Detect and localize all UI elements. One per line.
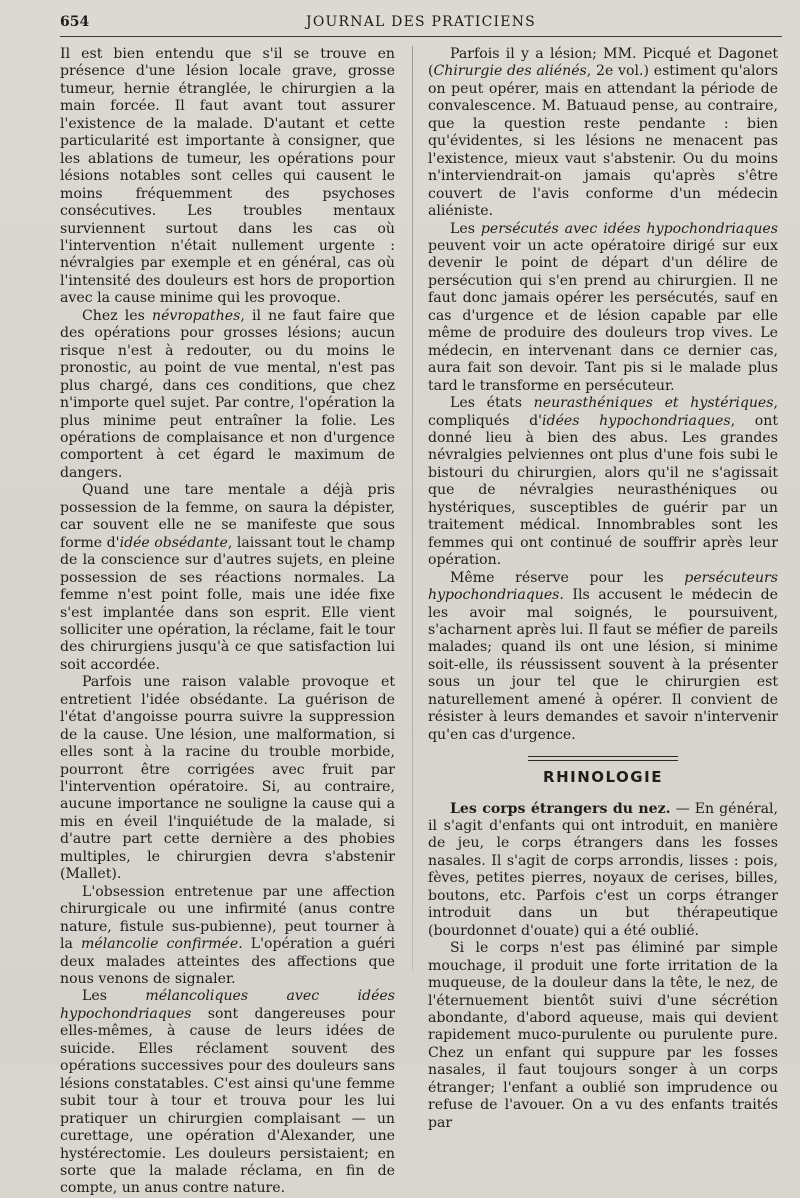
left-paragraph-5: L'obsession entretenue par une affection chirurgicale ou une infirmité (anus contre nature, fistule sus-pubienne), peut tourner à la mélancolie confirmée. L'opération a guéri deux malades atteintes des affections que nous venons de signaler. (60, 883, 396, 988)
emphasis-neurastheniques: neurasthéniques et hystériques (533, 395, 774, 412)
emphasis-persecuteurs: persécuteurs hypochondriaques (428, 569, 778, 604)
right-paragraph-1: Parfois il y a lésion; MM. Picqué et Dagonet (Chirurgie des aliénés, 2e vol.) estiment qu'alors on peut opérer, mais en attendant la période de convalescence. M. Batuaud pense, au contraire, que la question reste pendante : bien qu'évidentes, si les lésions ne menacent pas l'existence, mieux vaut s'abstenir. Ou du moins n'interviendrait-on jamais qu'après s'être couvert de l'avis conforme d'un médecin aliéniste. (428, 46, 778, 220)
running-title: JOURNAL DES PRATICIENS (306, 14, 536, 30)
emphasis-idees-hypochondriaques: idées hypochondriaques (542, 412, 731, 429)
emphasis-melancoliques: mélancoliques avec idées hypochondriaques (60, 988, 395, 1022)
emphasis-persecutes: persécutés avec idées hypochondriaques (480, 220, 778, 237)
emphasis-chirurgie-alienes: Chirurgie des aliénés (433, 63, 587, 80)
section-rule (528, 756, 678, 761)
left-paragraph-1: Il est bien entendu que s'il se trouve en présence d'une lésion locale grave, grosse tumeur, hernie étranglée, le chirurgien a la main forcée. Il faut avant tout assurer l'existence de la malade. D'autant et cette particularité est importante à consigner, que les ablations de tumeur, les opérations pour lésions notables sont celles qui causent le moins fréquemment des psychoses consécutives. Les troubles mentaux surviennent surtout dans les cas où l'intervention n'était nullement urgente : névralgies par exemple et en général, cas où l'intensité des douleurs est hors de proportion avec la cause minime qui les provoque. (60, 46, 395, 307)
right-paragraph-2: Les persécutés avec idées hypochondriaques peuvent voir un acte opératoire dirigé sur eux devenir le point de départ d'un délire de persécution qui s'en prend au chirurgien. Il ne faut donc jamais opérer les persécutés, sauf en cas d'urgence et de lésion capable par elle même de produire des douleurs trop vives. Le médecin, en intervenant dans ce dernier cas, aura fait son devoir. Tant pis si le malade plus tard le transforme en persécuteur. (428, 220, 778, 394)
left-paragraph-4: Parfois une raison valable provoque et entretient l'idée obsédante. La guérison de l'état d'angoisse pourra suivre la suppression de la cause. Une lésion, une malformation, si elles sont à la racine du trouble morbide, pourront être corrigées avec fruit par l'intervention opératoire. Si, au contraire, aucune importance ne souligne la cause qui a mis en éveil l'inquiétude de la malade, si d'autre part cette dernière a des phobies multiples, le chirurgien devra s'abstenir (Mallet). (60, 674, 395, 883)
emphasis-melancolie: mélancolie confirmée (81, 936, 239, 953)
emphasis-idee-obsedante: idée obsédante (119, 534, 228, 551)
right-paragraph-6: Si le corps n'est pas éliminé par simple mouchage, il produit une forte irritation de la muqueuse, de la douleur dans la tête, le nez, de l'éternuement bientôt suivi d'une sécrétion abondante, d'abord aqueuse, mais qui devient rapidement muco-purulente ou purulente pure. Chez un enfant qui suppure par les fosses nasales, il faut toujours songer à un corps étranger; l'enfant a oublié son imprudence ou refuse de l'avouer. On a vu des enfants traités par (428, 940, 778, 1131)
section-title: RHINOLOGIE (543, 768, 663, 787)
left-paragraph-2: Chez les névropathes, il ne faut faire que des opérations pour grosses lésions; aucun risque n'est à redouter, ou du moins le pronostic, au point de vue mental, n'est pas plus chargé, dans ces conditions, que chez n'importe quel sujet. Par contre, l'opération la plus minime peut entraîner la folie. Les opérations de complaisance et non d'urgence comportent à cet égard le maximum de dangers. (60, 307, 395, 481)
left-paragraph-6: Les mélancoliques avec idées hypochondriaques sont dangereuses pour elles-mêmes, à cause de leurs idées de suicide. Elles réclament souvent des opérations successives pour des douleurs sans lésions constatables. C'est ainsi qu'une femme subit tour à tour et trouva pour les lui pratiquer un chirurgien complaisant — un curettage, une opération d'Alexander, une hystérectomie. Les douleurs persistaient; en sorte que la malade réclama, en fin de compte, un anus contre nature. (60, 988, 395, 1197)
right-paragraph-5: Les corps étrangers du nez. — En général, il s'agit d'enfants qui ont introduit, en manière de jeu, le corps étrangers dans les fosses nasales. Il s'agit de corps arrondis, lisses : pois, fèves, petites pierres, noyaux de cerises, billes, boutons, etc. Parfois c'est un corps étranger introduit dans un but thérapeutique (bourdonnet d'ouate) qui a été oublié. (428, 800, 778, 939)
right-paragraph-3: Les états neurasthéniques et hystériques, compliqués d'idées hypochondriaques, ont donné lieu à bien des abus. Les grandes névralgies pelviennes ont plus d'une fois subi le bistouri du chirurgien, alors qu'il ne s'agissait que de névralgies neurasthéniques ou hystériques, susceptibles de guérir par un traitement médical. Innombrables sont les femmes qui ont continué de souffrir après leur opération. (428, 395, 779, 569)
page-header (60, 12, 782, 37)
page-number: 654 (60, 14, 90, 30)
right-column (428, 46, 778, 1132)
column-divider (412, 46, 413, 971)
emphasis-nevropathes: névropathes (152, 307, 241, 324)
article-title: Les corps étrangers du nez. (450, 800, 671, 817)
right-paragraph-4: Même réserve pour les persécuteurs hypochondriaques. Ils accusent le médecin de les avoir mal soignés, le poursuivent, s'acharnent après lui. Il faut se méfier de pareils malades; quand ils ont une lésion, si minime soit-elle, ils réussissent souvent à la présenter sous un jour tel que le chirurgien est naturellement amené à opérer. Il convient de résister à leurs demandes et savoir n'intervenir qu'en cas d'urgence. (428, 569, 778, 743)
left-column (60, 46, 395, 1198)
left-paragraph-3: Quand une tare mentale a déjà pris possession de la femme, on saura la dépister, car souvent elle ne se manifeste que sous forme d'idée obsédante, laissant tout le champ de la conscience sur d'autres sujets, en pleine possession de ses réactions normales. La femme n'est point folle, mais une idée fixe s'est implantée dans son esprit. Elle vient solliciter une opération, la réclame, fait le tour des chirurgiens jusqu'à ce que satisfaction lui soit accordée. (60, 482, 396, 673)
